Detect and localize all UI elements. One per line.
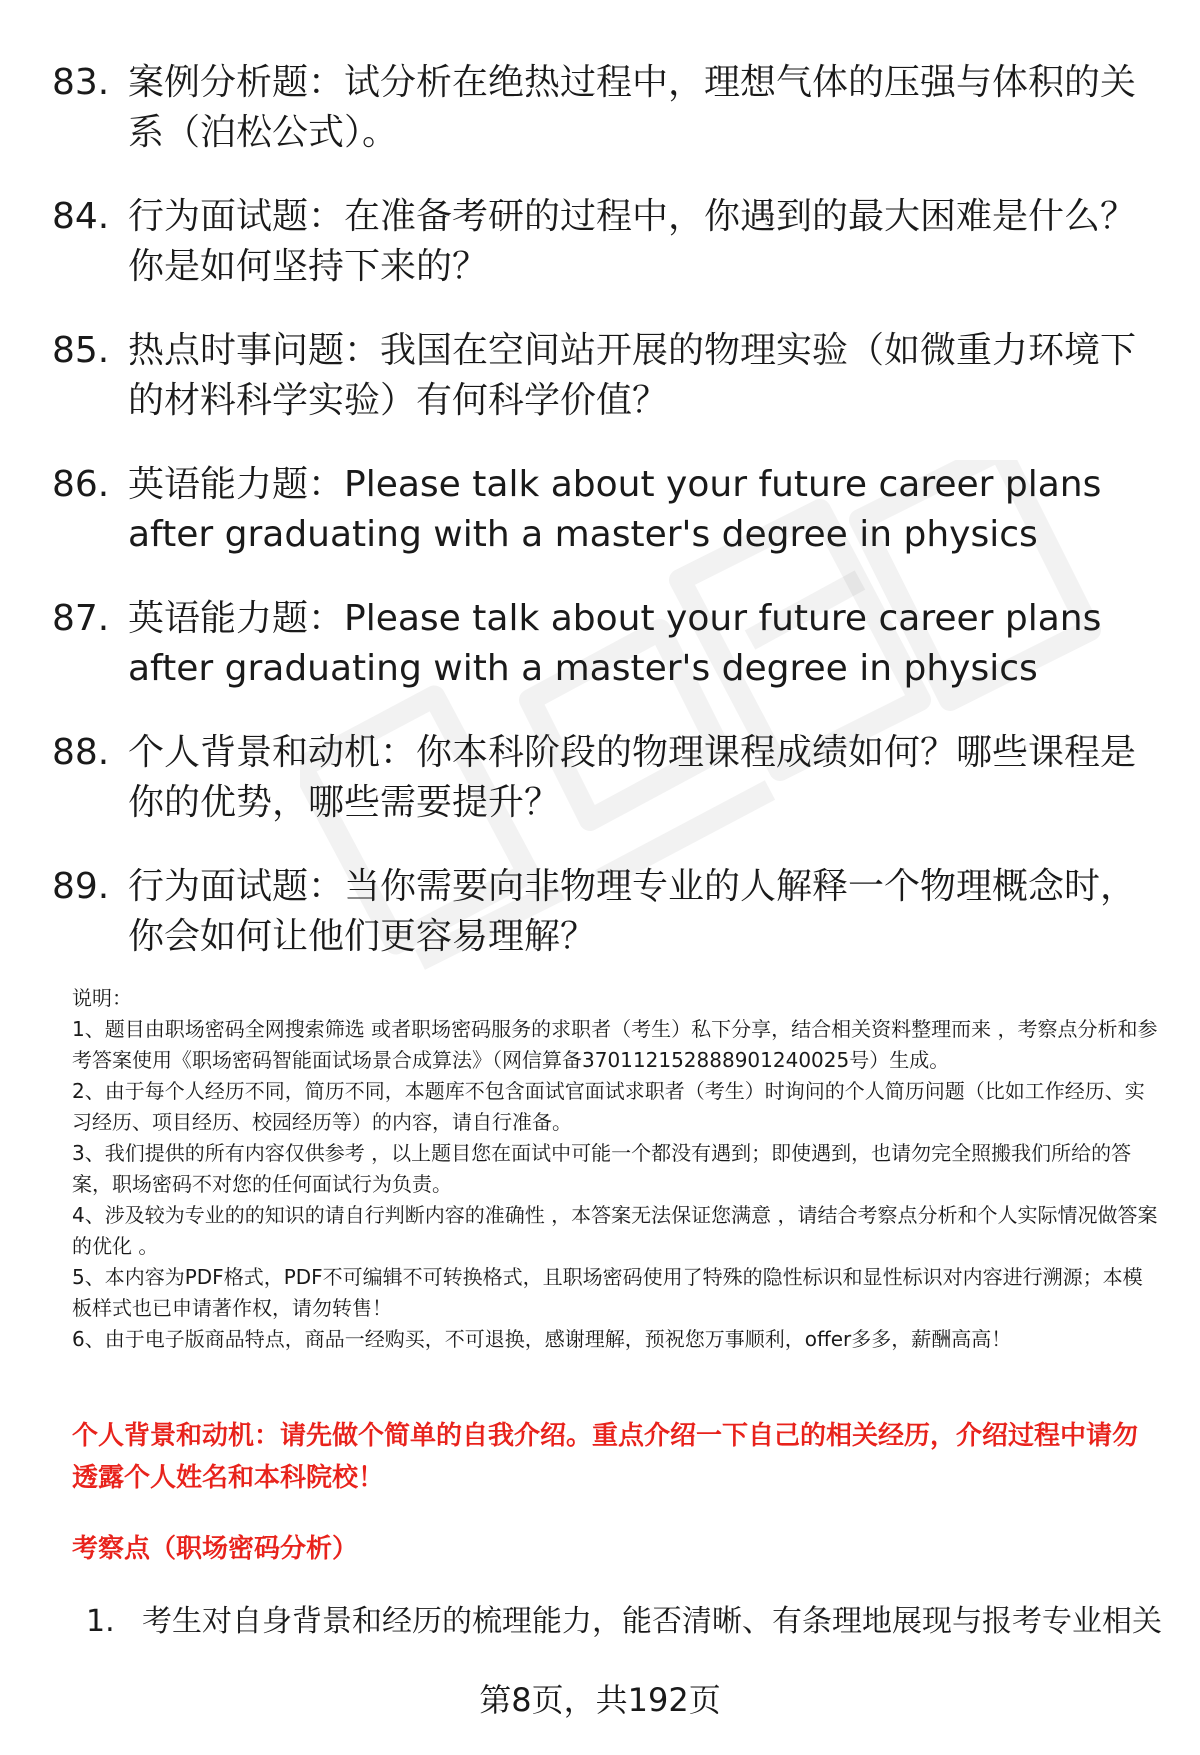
- question-text: 行为面试题：当你需要向非物理专业的人解释一个物理概念时，你会如何让他们更容易理解？: [128, 866, 1137, 957]
- question-text: 热点时事问题：我国在空间站开展的物理实验（如微重力环境下的材料科学实验）有何科学价值？: [128, 330, 1137, 421]
- page-number-footer: 第8页，共192页: [479, 1681, 721, 1719]
- note-item: 4、涉及较为专业的的知识的请自行判断内容的准确性 ，本答案无法保证您满意 ，请结合考察点分析和个人实际情况做答案的优化 。: [72, 1203, 1158, 1258]
- highlight-question: 个人背景和动机：请先做个简单的自我介绍。重点介绍一下自己的相关经历，介绍过程中请勿透露个人姓名和本科院校！: [72, 1421, 1139, 1493]
- note-item: 3、我们提供的所有内容仅供参考 ，以上题目您在面试中可能一个都没有遇到；即使遇到，也请勿完全照搬我们所给的答案，职场密码不对您的任何面试行为负责。: [72, 1141, 1132, 1196]
- question-number: 83.: [52, 62, 110, 103]
- question-number: 85.: [52, 330, 110, 371]
- question-item: [52, 862, 1162, 962]
- question-item: [52, 460, 1162, 560]
- question-item: [52, 728, 1162, 828]
- note-item: 1、题目由职场密码全网搜索筛选 或者职场密码服务的求职者（考生）私下分享，结合相关资料整理而来 ，考察点分析和参考答案使用《职场密码智能面试场景合成算法》（网信算备370112152888901240025号）生成。: [72, 1017, 1158, 1072]
- question-text: 案例分析题：试分析在绝热过程中，理想气体的压强与体积的关系（泊松公式）。: [128, 62, 1137, 153]
- disclaimer-notes: [72, 983, 1162, 1355]
- question-number: 84.: [52, 196, 110, 237]
- analysis-text: 考生对自身背景和经历的梳理能力，能否清晰、有条理地展现与报考专业相关: [142, 1604, 1162, 1639]
- analysis-number: 1.: [86, 1604, 115, 1639]
- question-text: 英语能力题：Please talk about your future career plans after graduating with a master's degree in physics: [128, 598, 1102, 689]
- analysis-list-item: [72, 1600, 1162, 1644]
- question-item: [52, 58, 1162, 158]
- question-number: 86.: [52, 464, 110, 505]
- question-item: [52, 326, 1162, 426]
- question-item: [52, 192, 1162, 292]
- question-list: [52, 58, 1162, 996]
- question-text: 英语能力题：Please talk about your future career plans after graduating with a master's degree in physics: [128, 464, 1102, 555]
- note-item: 5、本内容为PDF格式，PDF不可编辑不可转换格式，且职场密码使用了特殊的隐性标识和显性标识对内容进行溯源；本模板样式也已申请著作权，请勿转售！: [72, 1265, 1143, 1320]
- question-item: [52, 594, 1162, 694]
- question-text: 个人背景和动机：你本科阶段的物理课程成绩如何？哪些课程是你的优势，哪些需要提升？: [128, 732, 1137, 823]
- question-number: 88.: [52, 732, 110, 773]
- question-number: 87.: [52, 598, 110, 639]
- note-item: 2、由于每个人经历不同，简历不同，本题库不包含面试官面试求职者（考生）时询问的个人简历问题（比如工作经历、实习经历、项目经历、校园经历等）的内容，请自行准备。: [72, 1079, 1145, 1134]
- question-text: 行为面试题：在准备考研的过程中，你遇到的最大困难是什么？你是如何坚持下来的？: [128, 196, 1137, 287]
- analysis-heading: 考察点（职场密码分析）: [72, 1534, 359, 1564]
- question-number: 89.: [52, 866, 110, 907]
- notes-title: 说明：: [72, 986, 132, 1010]
- note-item: 6、由于电子版商品特点，商品一经购买，不可退换，感谢理解，预祝您万事顺利，offer多多，薪酬高高！: [72, 1327, 1012, 1351]
